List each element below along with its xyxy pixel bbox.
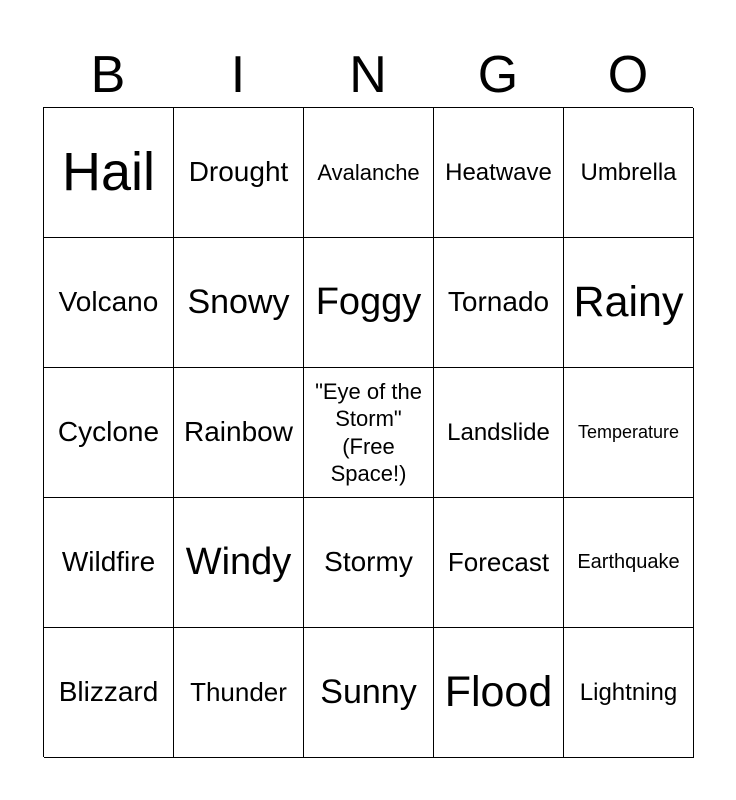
cell-label: Thunder [190,676,287,707]
bingo-cell[interactable] [434,108,564,238]
header-letter-b: B [90,46,126,104]
header-letter-n: N [349,46,387,104]
bingo-cell[interactable] [564,368,694,498]
cell-label: Umbrella [580,158,677,186]
bingo-cell-free-space[interactable] [304,368,434,498]
cell-label: Heatwave [445,158,552,186]
cell-label: Sunny [320,672,417,711]
bingo-cell[interactable] [174,498,304,628]
cell-label: Flood [444,667,553,716]
bingo-cell[interactable] [304,238,434,368]
bingo-cell[interactable] [44,238,174,368]
cell-label: Foggy [315,280,422,323]
bingo-cell[interactable] [434,368,564,498]
bingo-cell[interactable] [44,628,174,758]
cell-label: Hail [61,142,156,203]
bingo-cell[interactable] [434,238,564,368]
cell-label: Stormy [324,546,413,578]
bingo-cell[interactable] [564,238,694,368]
bingo-cell[interactable] [44,368,174,498]
cell-label: "Eye of the Storm" (Free Space!) [315,378,422,486]
header-letter-o: O [607,46,649,104]
bingo-cell[interactable] [174,628,304,758]
cell-label: Earthquake [577,551,680,573]
cell-label: Temperature [577,422,680,443]
bingo-cell[interactable] [44,108,174,238]
cell-label: Cyclone [57,416,160,448]
bingo-cell[interactable] [564,498,694,628]
header-letter-g: G [477,46,519,104]
bingo-cell[interactable] [174,368,304,498]
cell-label: Windy [185,540,292,583]
bingo-cell[interactable] [174,108,304,238]
bingo-cell[interactable] [434,628,564,758]
cell-label: Avalanche [317,159,420,185]
header-letter-i: I [230,46,246,104]
bingo-cell[interactable] [434,498,564,628]
bingo-header [43,40,693,108]
cell-label: Landslide [447,418,550,446]
bingo-board [43,107,693,757]
cell-label: Wildfire [61,546,156,578]
cell-label: Lightning [579,678,678,706]
cell-label: Rainy [573,277,684,326]
cell-label: Blizzard [58,676,159,708]
bingo-cell[interactable] [564,628,694,758]
cell-label: Drought [188,156,289,188]
cell-label: Tornado [447,286,550,318]
cell-label: Forecast [447,546,550,577]
bingo-cell[interactable] [44,498,174,628]
cell-label: Snowy [187,282,290,321]
bingo-cell[interactable] [564,108,694,238]
cell-label: Volcano [58,286,159,318]
cell-label: Rainbow [184,416,293,448]
bingo-cell[interactable] [304,108,434,238]
bingo-cell[interactable] [304,498,434,628]
bingo-cell[interactable] [174,238,304,368]
bingo-cell[interactable] [304,628,434,758]
